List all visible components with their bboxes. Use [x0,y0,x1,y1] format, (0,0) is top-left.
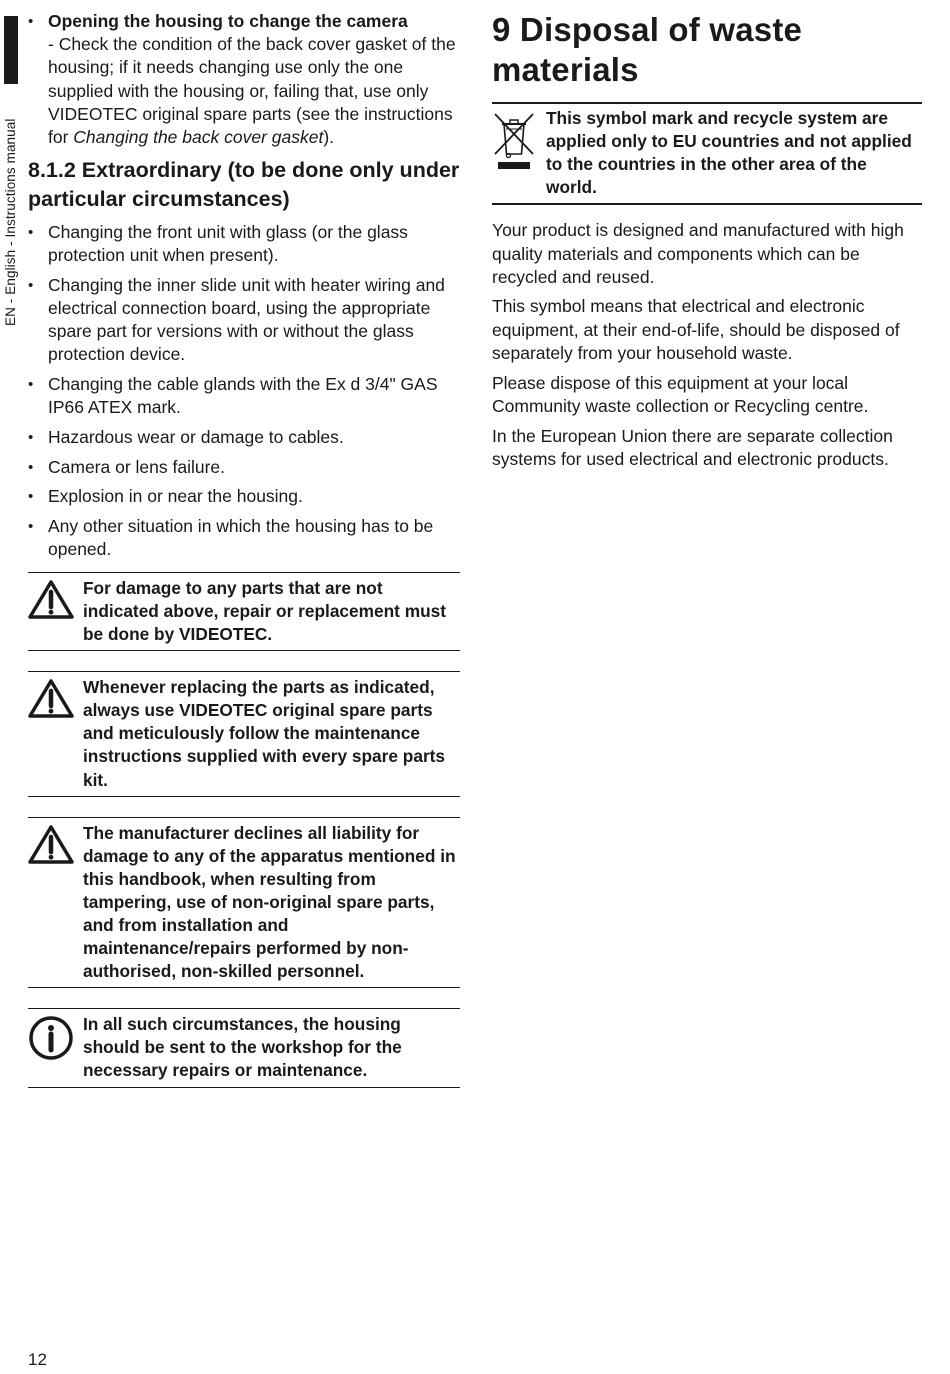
weee-notice [492,102,922,205]
extraordinary-list [28,221,460,562]
list-item: • Changing the front unit with glass (or the glass protection unit when present). [28,221,460,267]
warning-notice [28,817,460,989]
info-icon [28,1015,76,1066]
side-tab-marker [4,16,18,84]
list-item: • Hazardous wear or damage to cables. [28,426,460,449]
top-bullet-list [28,10,460,149]
info-notice [28,1008,460,1087]
paragraph: Your product is designed and manufactured with high quality materials and components which can be recycled and reused. [492,220,904,287]
section-title: 9 Disposal of waste materials [492,11,803,88]
warning-icon [28,579,76,624]
item-title: Opening the housing to change the camera [48,11,408,31]
notice-text: For damage to any parts that are not indicated above, repair or replacement must be done by VIDEOTEC. [83,577,447,645]
notice-text: In all such circumstances, the housing should be sent to the workshop for the necessary repairs or maintenance. [83,1014,402,1081]
section-heading: 8.1.2 Extraordinary (to be done only under particular circumstances) [28,157,460,211]
warning-icon [28,678,76,723]
right-column [492,10,922,477]
notice-text: The manufacturer declines all liability for damage to any of the apparatus mentioned in this handbook, when resulting from tampering, use of non-original spare parts, and from installation and maintenance/repairs performed by non-authorised, non-skilled personnel. [83,822,456,982]
paragraph: Please dispose of this equipment at your local Community waste collection or Recycling centre. [492,372,869,416]
warning-notice [28,572,460,651]
page-number: 12 [28,1350,47,1369]
weee-notice-text: This symbol mark and recycle system are applied only to EU countries and not applied to the countries in the other area of the world. [546,108,912,198]
left-column [28,10,460,1108]
list-item: • Any other situation in which the housing has to be opened. [28,515,460,561]
list-item: • Camera or lens failure. [28,456,460,479]
weee-crossed-bin-icon [492,110,538,199]
list-item: • Explosion in or near the housing. [28,485,460,508]
warning-icon [28,824,76,869]
item-italic-ref: Changing the back cover gasket [73,127,324,148]
notice-text: Whenever replacing the parts as indicated, always use VIDEOTEC original spare parts and meticulously follow the maintenance instructions supplied with every spare parts kit. [83,677,446,790]
paragraph: In the European Union there are separate collection systems for used electrical and electronic products. [492,425,893,469]
list-item [28,10,460,149]
side-label: EN - English - Instructions manual [3,118,18,326]
list-item: • Changing the inner slide unit with heater wiring and electrical connection board, using the appropriate spare part for versions with or without the glass protection device. [28,274,460,367]
list-item: • Changing the cable glands with the Ex d 3/4" GAS IP66 ATEX mark. [28,373,460,419]
paragraph: This symbol means that electrical and electronic equipment, at their end-of-life, should be disposed of separately from your household waste. [492,296,900,363]
item-text-end: ). [323,127,335,148]
item-text: - Check the condition of the back cover gasket of the housing; if it needs changing use only the one supplied with the housing or, failing that, use only VIDEOTEC original spare parts (see the instructions for [48,34,456,148]
warning-notice [28,671,460,796]
